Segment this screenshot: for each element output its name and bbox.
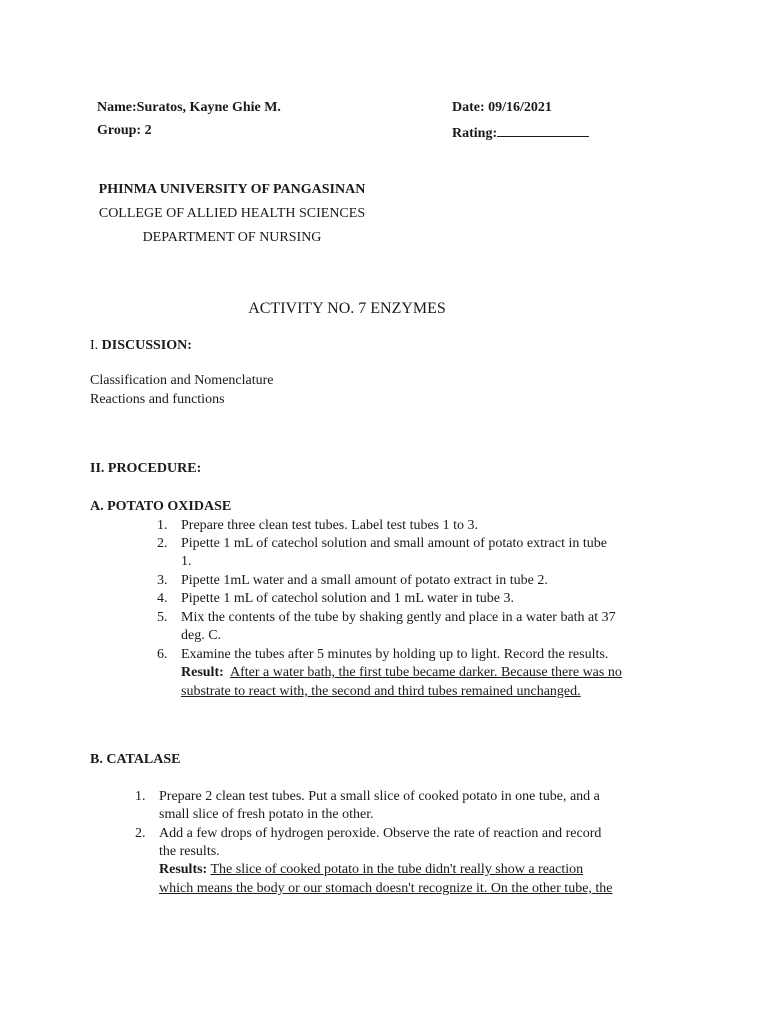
step-text: the results. [159, 844, 220, 859]
step-text: Prepare 2 clean test tubes. Put a small slice of cooked potato in one tube, and a [159, 789, 600, 804]
step-text: Add a few drops of hydrogen peroxide. Observe the rate of reaction and record [159, 826, 602, 841]
step-number: 2. [157, 536, 168, 551]
discussion-line: Classification and Nomenclature [90, 373, 274, 388]
rating-field [452, 123, 589, 142]
result-b [159, 862, 583, 878]
name-label: Name: [97, 100, 137, 115]
rating-blank-line [497, 123, 589, 137]
name-field [97, 100, 281, 116]
rating-label: Rating: [452, 126, 498, 141]
step-text: Examine the tubes after 5 minutes by holding up to light. Record the results. [181, 647, 609, 662]
result-a [181, 665, 622, 681]
department-name: DEPARTMENT OF NURSING [142, 230, 322, 245]
group-value: 2 [144, 123, 152, 138]
step-text: Pipette 1 mL of catechol solution and 1 mL water in tube 3. [181, 591, 514, 606]
section-a-heading: A. POTATO OXIDASE [90, 499, 232, 514]
name-value: Suratos, Kayne Ghie M. [136, 100, 281, 115]
discussion-line: Reactions and functions [90, 392, 225, 407]
step-text: deg. C. [181, 628, 222, 643]
step-text: Mix the contents of the tube by shaking gently and place in a water bath at 37 [181, 610, 616, 625]
result-text: The slice of cooked potato in the tube didn't really show a reaction [210, 862, 584, 877]
group-field [97, 123, 152, 139]
result-label: Result: [181, 665, 224, 680]
discussion-heading [90, 338, 192, 354]
procedure-heading: II. PROCEDURE: [90, 461, 202, 476]
step-text: Prepare three clean test tubes. Label test tubes 1 to 3. [181, 518, 479, 533]
step-number: 1. [157, 518, 168, 533]
result-text: substrate to react with, the second and third tubes remained unchanged. [181, 684, 581, 699]
activity-title: ACTIVITY NO. 7 ENZYMES [248, 300, 446, 317]
step-text: 1. [181, 554, 192, 569]
discussion-heading-text: DISCUSSION: [101, 338, 192, 353]
group-label: Group: [97, 123, 142, 138]
step-number: 4. [157, 591, 168, 606]
date-label: Date: [452, 100, 485, 115]
step-text: small slice of fresh potato in the other. [159, 807, 374, 822]
step-number: 2. [135, 826, 146, 841]
result-text: which means the body or our stomach doesn't recognize it. On the other tube, the [159, 881, 613, 896]
step-text: Pipette 1 mL of catechol solution and small amount of potato extract in tube [181, 536, 607, 551]
step-text: Pipette 1mL water and a small amount of potato extract in tube 2. [181, 573, 548, 588]
result-text: After a water bath, the first tube became darker. Because there was no [230, 665, 622, 680]
result-label: Results: [159, 862, 208, 877]
step-number: 6. [157, 647, 168, 662]
section-b-heading: B. CATALASE [90, 752, 181, 767]
date-value: 09/16/2021 [488, 100, 552, 115]
date-field [452, 100, 552, 116]
discussion-numeral: I. [90, 338, 99, 353]
university-name: PHINMA UNIVERSITY OF PANGASINAN [98, 182, 366, 197]
college-name: COLLEGE OF ALLIED HEALTH SCIENCES [98, 206, 366, 221]
step-number: 3. [157, 573, 168, 588]
step-number: 1. [135, 789, 146, 804]
step-number: 5. [157, 610, 168, 625]
